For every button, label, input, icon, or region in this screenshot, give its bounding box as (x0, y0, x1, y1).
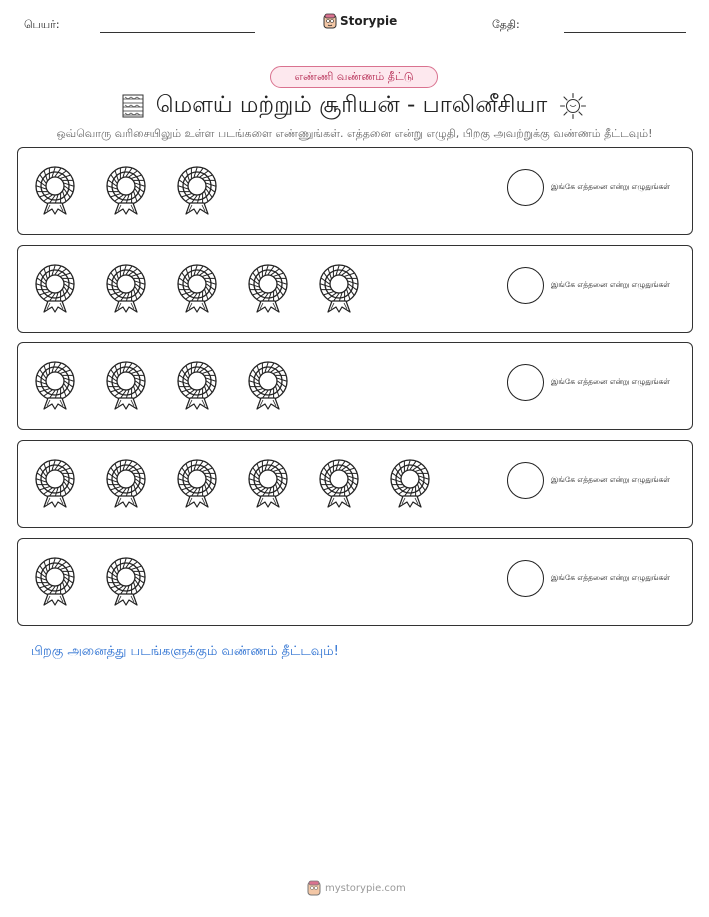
answer-circle[interactable] (507, 267, 544, 304)
answer-label: இங்கே எத்தனை என்று எழுதுங்கள் (551, 475, 671, 484)
item-group (30, 455, 436, 509)
rope-wreath-icon (314, 455, 365, 509)
date-label: தேதி: (492, 18, 520, 31)
brand (323, 13, 397, 29)
site-footer (307, 880, 406, 896)
name-field-line[interactable] (100, 32, 255, 33)
rope-wreath-icon (243, 260, 294, 314)
name-label: பெயர்: (24, 18, 60, 31)
storypie-mascot-icon (307, 880, 321, 896)
counting-row-4 (17, 440, 693, 528)
rope-wreath-icon (30, 357, 81, 411)
answer-label: இங்கே எத்தனை என்று எழுதுங்கள் (551, 377, 671, 386)
answer-label: இங்கே எத்தனை என்று எழுதுங்கள் (551, 280, 671, 289)
rope-wreath-icon (101, 260, 152, 314)
rope-wreath-icon (101, 357, 152, 411)
sun-icon (559, 92, 587, 120)
site-url: mystorypie.com (325, 882, 406, 894)
answer-circle[interactable] (507, 364, 544, 401)
rope-wreath-icon (30, 260, 81, 314)
rope-wreath-icon (101, 553, 152, 607)
rope-wreath-icon (172, 357, 223, 411)
rope-wreath-icon (172, 162, 223, 216)
answer-label: இங்கே எத்தனை என்று எழுதுங்கள் (551, 573, 671, 582)
counting-row-2 (17, 245, 693, 333)
rope-wreath-icon (172, 455, 223, 509)
counting-row-1 (17, 147, 693, 235)
answer-circle[interactable] (507, 169, 544, 206)
page-title: மௌய் மற்றும் சூரியன் - பாலினீசியா (155, 91, 548, 118)
instruction-text: ஒவ்வொரு வரிசையிலும் உள்ள படங்களை எண்ணுங்கள். எத்தனை என்று எழுதி, பிறகு அவற்றுக்கு வண்ணம் தீட்டவும்! (56, 127, 653, 140)
storypie-mascot-icon (323, 13, 337, 29)
rope-wreath-icon (172, 260, 223, 314)
item-group (30, 357, 294, 411)
item-group (30, 162, 223, 216)
woven-pattern-icon (122, 94, 144, 118)
rope-wreath-icon (30, 162, 81, 216)
brand-name: Storypie (340, 14, 398, 28)
rope-wreath-icon (314, 260, 365, 314)
rope-wreath-icon (30, 553, 81, 607)
answer-circle[interactable] (507, 462, 544, 499)
footer-note: பிறகு அனைத்து படங்களுக்கும் வண்ணம் தீட்டவும்! (31, 644, 339, 659)
rope-wreath-icon (30, 455, 81, 509)
rope-wreath-icon (243, 357, 294, 411)
rope-wreath-icon (101, 455, 152, 509)
counting-row-3 (17, 342, 693, 430)
title-row (0, 91, 709, 121)
counting-row-5 (17, 538, 693, 626)
date-field-line[interactable] (564, 32, 686, 33)
answer-label: இங்கே எத்தனை என்று எழுதுங்கள் (551, 182, 671, 191)
item-group (30, 553, 152, 607)
activity-badge: எண்ணி வண்ணம் தீட்டு (270, 66, 438, 88)
rope-wreath-icon (101, 162, 152, 216)
item-group (30, 260, 365, 314)
rope-wreath-icon (385, 455, 436, 509)
answer-circle[interactable] (507, 560, 544, 597)
rope-wreath-icon (243, 455, 294, 509)
